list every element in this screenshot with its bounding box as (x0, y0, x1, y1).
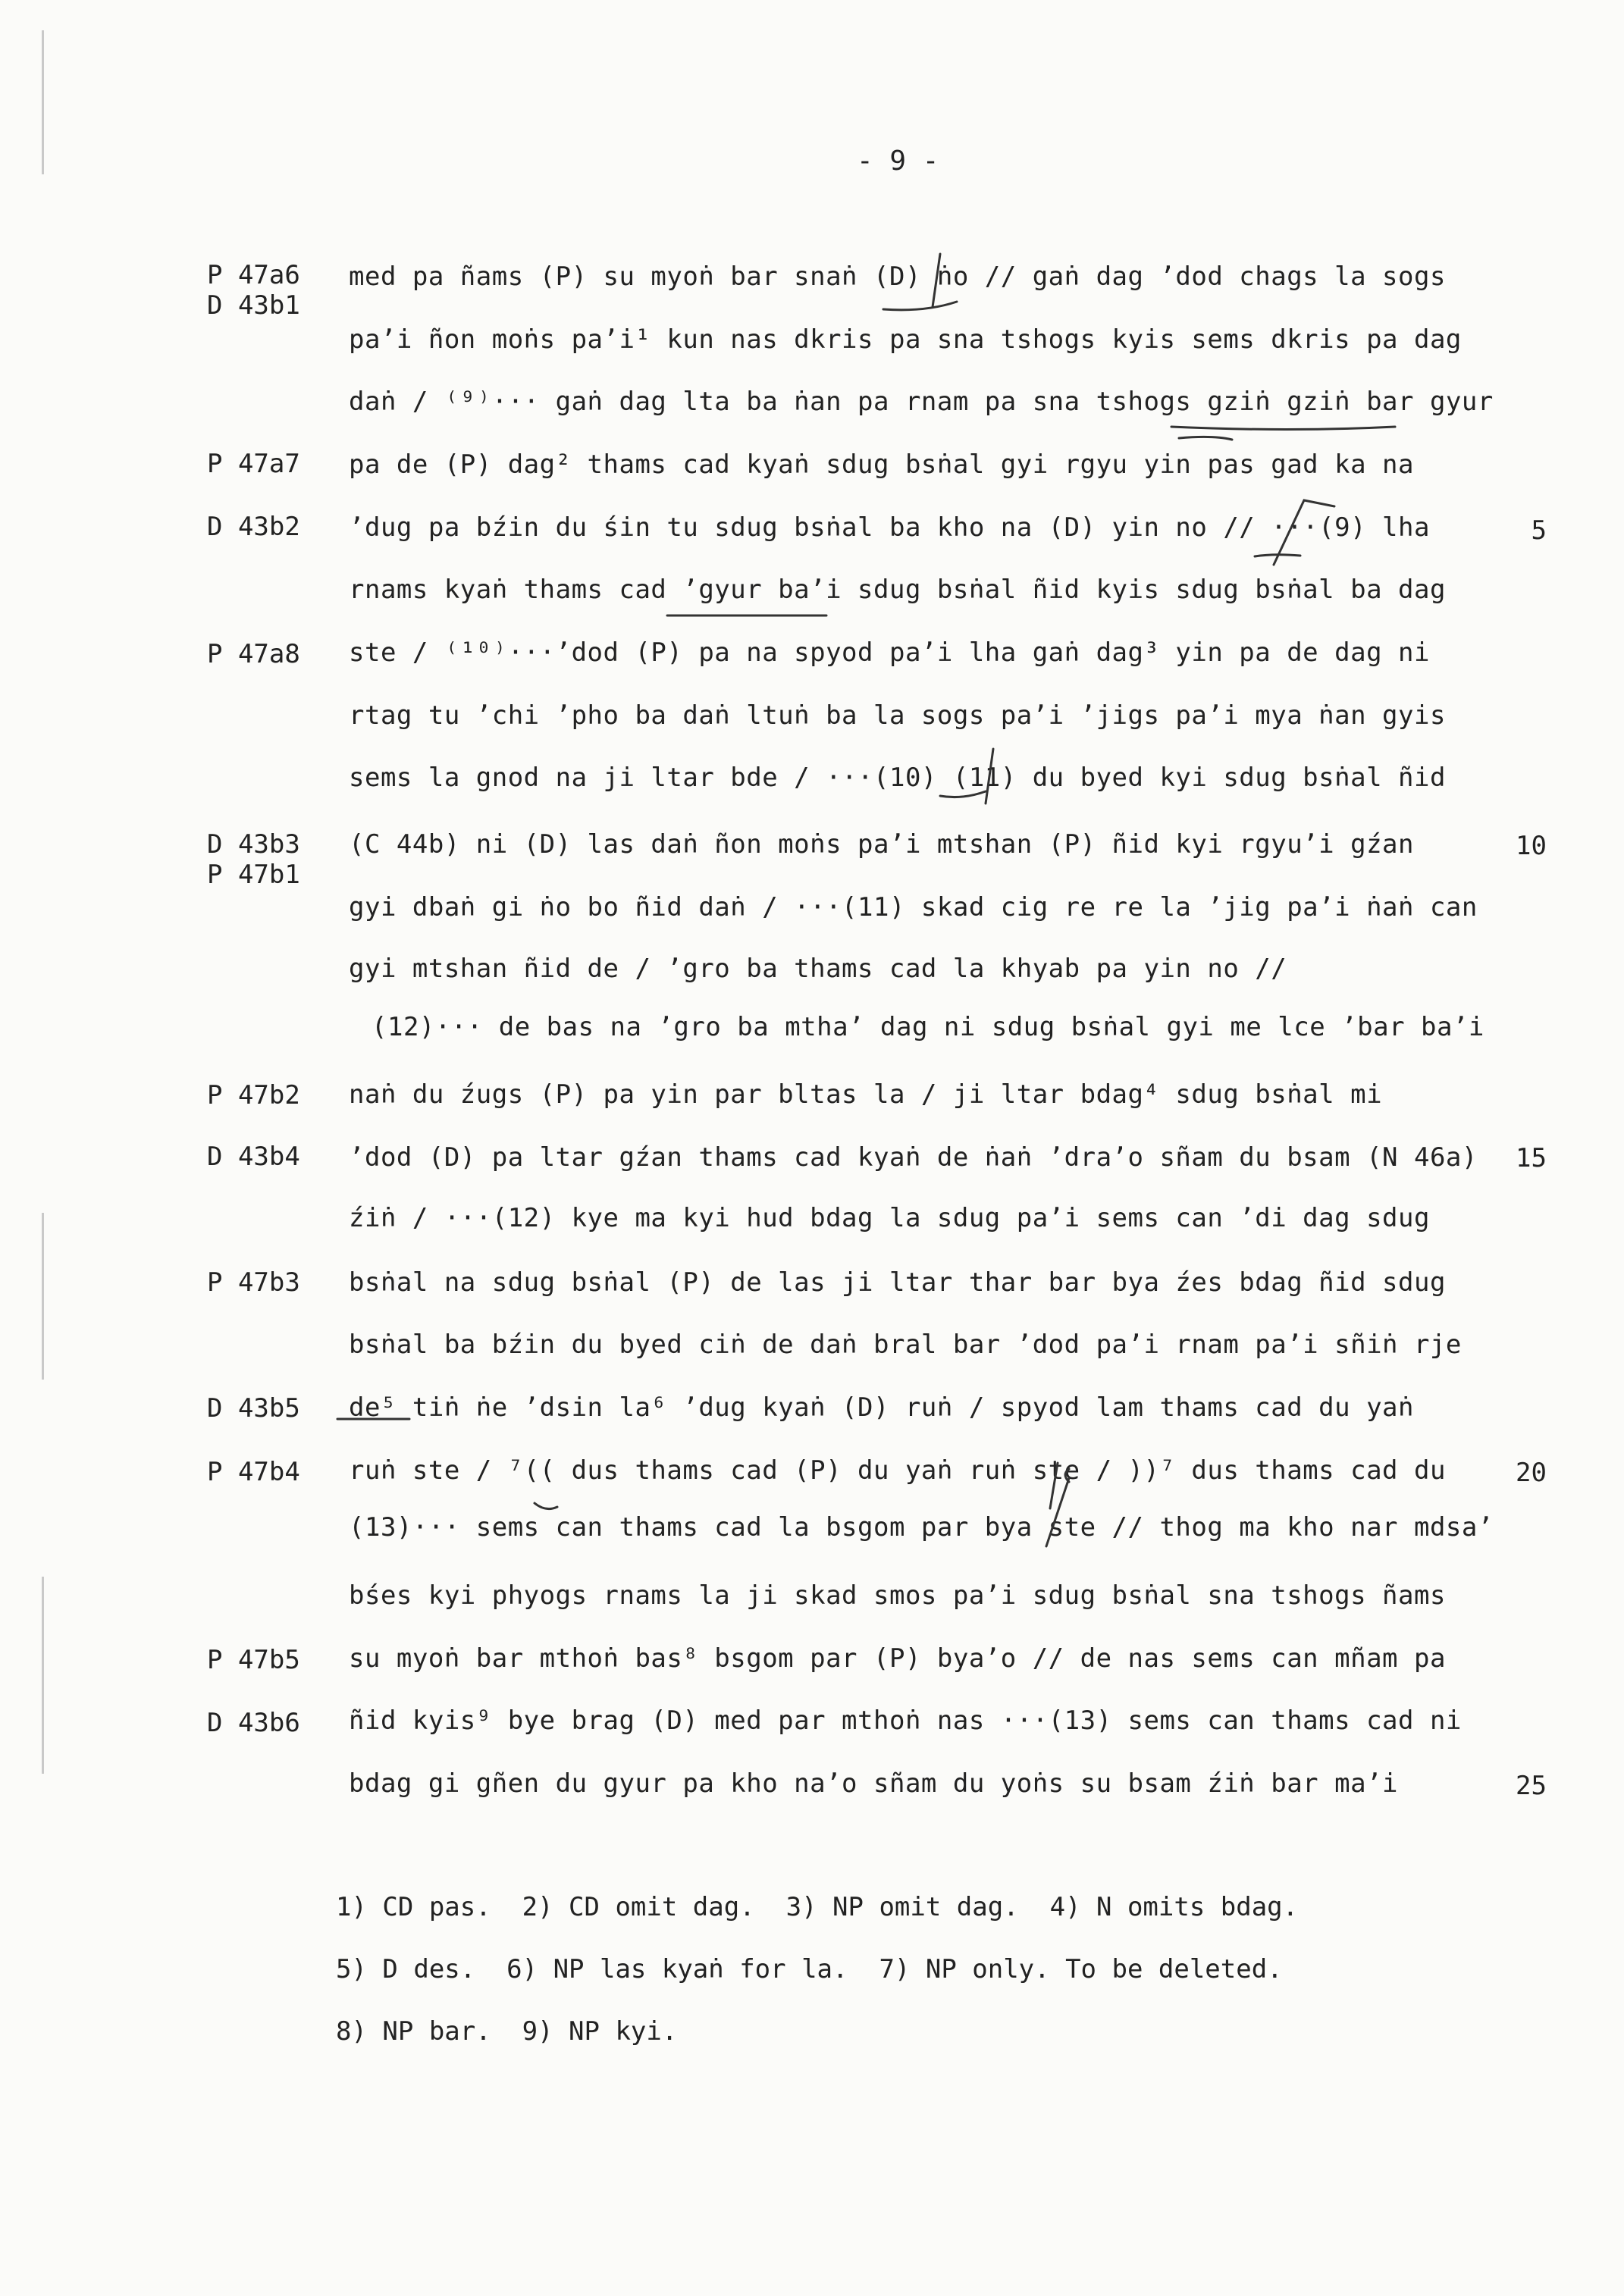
siglum: P 47a6 (207, 260, 300, 290)
pen-underline-mark (1179, 437, 1232, 440)
text-line: ruṅ ste / ⁷(( dus thams cad (P) du yaṅ ruṅ ste / ))⁷ dus thams cad du (349, 1455, 1446, 1486)
text-line: (C 44b) ni (D) las daṅ ñon moṅs paʼi mtshan (P) ñid kyi rgyuʼi gźan (349, 829, 1414, 860)
footnote-line: 1) CD pas. 2) CD omit dag. 3) NP omit dag. 4) N omits bdag. (336, 1892, 1299, 1922)
line-number: 15 (1516, 1143, 1547, 1173)
text-line: bsṅal na sdug bsṅal (P) de las ji ltar thar bar bya źes bdag ñid sdug (349, 1267, 1446, 1298)
text-line: paʼi ñon moṅs paʼi¹ kun nas dkris pa sna tshogs kyis sems dkris pa dag (349, 324, 1462, 355)
line-number: 20 (1516, 1458, 1547, 1488)
pen-underline-mark (1171, 427, 1395, 430)
text-line: bsṅal ba bźin du byed ciṅ de daṅ bral bar ʼdod paʼi rnam paʼi sñiṅ rje (349, 1330, 1462, 1360)
text-line: bśes kyi phyogs rnams la ji skad smos paʼi sdug bsṅal sna tshogs ñams (349, 1580, 1446, 1611)
text-line: de⁵ tiṅ ṅe ʼdsin la⁶ ʼdug kyaṅ (D) ruṅ / spyod lam thams cad du yaṅ (349, 1392, 1414, 1423)
pen-underline-mark (1255, 555, 1300, 556)
siglum: P 47b1 (207, 860, 300, 890)
text-line: rtag tu ʼchi ʼpho ba daṅ ltuṅ ba la sogs paʼi ʼjigs paʼi mya ṅan gyis (349, 700, 1446, 731)
text-line: sems la gnod na ji ltar bde / ···(10) (11) du byed kyi sdug bsṅal ñid (349, 763, 1446, 793)
text-line: su myoṅ bar mthoṅ bas⁸ bsgom par (P) byaʼo // de nas sems can mñam pa (349, 1643, 1446, 1674)
text-line: (13)··· sems can thams cad la bsgom par bya ste // thog ma kho nar mdsaʼ (349, 1512, 1494, 1543)
siglum: D 43b4 (207, 1142, 300, 1172)
siglum: P 47a8 (207, 639, 300, 669)
siglum: P 47b4 (207, 1457, 300, 1487)
text-line: daṅ / ⁽⁹⁾··· gaṅ dag lta ba ṅan pa rnam pa sna tshogs gziṅ gziṅ bar gyur (349, 387, 1494, 417)
pen-underline-mark (535, 1503, 557, 1509)
text-line: gyi mtshan ñid de / ʼgro ba thams cad la khyab pa yin no // (349, 954, 1287, 984)
text-line: ʼdug pa bźin du śin tu sdug bsṅal ba kho na (D) yin no // ···(9) lha (349, 512, 1430, 543)
siglum: D 43b3 (207, 829, 300, 860)
text-line: gyi dbaṅ gi ṅo bo ñid daṅ / ···(11) skad cig re re la ʼjig paʼi ṅaṅ can (349, 892, 1478, 922)
text-line: med pa ñams (P) su myoṅ bar snaṅ (D) ṅo // gaṅ dag ʼdod chags la sogs (349, 262, 1446, 292)
text-line: ste / ⁽¹⁰⁾···ʼdod (P) pa na spyod paʼi lha gaṅ dag³ yin pa de dag ni (349, 637, 1430, 668)
footnote-line: 5) D des. 6) NP las kyaṅ for la. 7) NP only. To be deleted. (336, 1954, 1283, 1984)
siglum: D 43b2 (207, 512, 300, 542)
siglum: P 47b5 (207, 1645, 300, 1675)
line-number: 25 (1516, 1771, 1547, 1801)
text-line: ñid kyis⁹ bye brag (D) med par mthoṅ nas ···(13) sems can thams cad ni (349, 1706, 1462, 1736)
text-line: ʼdod (D) pa ltar gźan thams cad kyaṅ de ṅaṅ ʼdraʼo sñam du bsam (N 46a) (349, 1142, 1478, 1173)
line-number: 5 (1531, 515, 1547, 546)
siglum: P 47a7 (207, 449, 300, 479)
scan-edge (42, 30, 44, 174)
text-line: naṅ du źugs (P) pa yin par bltas la / ji ltar bdag⁴ sdug bsṅal mi (349, 1079, 1383, 1110)
siglum: D 43b1 (207, 290, 300, 321)
text-line: pa de (P) dag² thams cad kyaṅ sdug bsṅal gyi rgyu yin pas gad ka na (349, 449, 1414, 480)
text-line: rnams kyaṅ thams cad ʼgyur baʼi sdug bsṅal ñid kyis sdug bsṅal ba dag (349, 575, 1446, 605)
line-number: 10 (1516, 831, 1547, 861)
siglum: D 43b5 (207, 1393, 300, 1424)
text-line: bdag gi gñen du gyur pa kho naʼo sñam du yoṅs su bsam źiṅ bar maʼi (349, 1768, 1399, 1799)
siglum: D 43b6 (207, 1708, 300, 1738)
text-line: źiṅ / ···(12) kye ma kyi hud bdag la sdug paʼi sems can ʼdi dag sdug (349, 1203, 1430, 1233)
footnote-line: 8) NP bar. 9) NP kyi. (336, 2016, 678, 2047)
scan-edge (42, 1213, 44, 1380)
siglum: P 47b3 (207, 1267, 300, 1298)
pen-underline-mark (883, 302, 957, 310)
text-line: (12)··· de bas na ʼgro ba mthaʼ dag ni sdug bsṅal gyi me lce ʼbar baʼi (372, 1012, 1484, 1042)
page-number: - 9 - (857, 146, 939, 177)
scan-edge (42, 1577, 44, 1774)
siglum: P 47b2 (207, 1080, 300, 1110)
